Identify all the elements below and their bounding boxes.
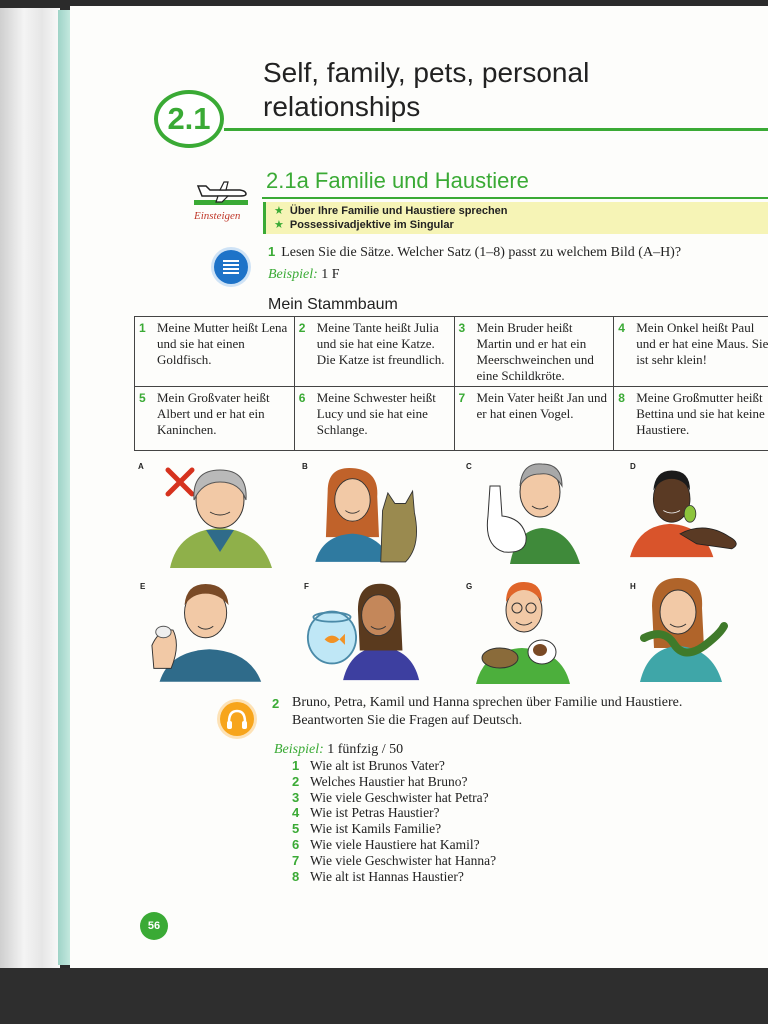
- sentence-cell: 5 Mein Großvater heißt Albert und er hat ein Kaninchen.: [135, 387, 295, 451]
- list-item: 2 Welches Haustier hat Bruno?: [292, 773, 468, 789]
- exercise-2-instruction: 2 Bruno, Petra, Kamil und Hanna sprechen über Familie und Haustiere. Beantworten Sie die Fragen auf Deutsch.: [272, 695, 683, 728]
- learning-goals-box: [263, 202, 768, 234]
- cross-icon: [168, 470, 192, 494]
- level-label: Einsteigen: [194, 210, 241, 222]
- sentence-cell: 4 Mein Onkel heißt Paul und er hat eine Maus. Sie ist sehr klein!: [614, 317, 768, 387]
- sentence-cell: 8 Meine Großmutter heißt Bettina und sie hat keine Haustiere.: [614, 387, 768, 451]
- sentence-cell: 1 Meine Mutter heißt Lena und sie hat einen Goldfisch.: [135, 317, 295, 387]
- picture-g-brother-with-pets: [470, 576, 585, 686]
- family-tree-title: Mein Stammbaum: [268, 296, 398, 313]
- star-icon: ★: [274, 219, 284, 231]
- background-surface: [0, 968, 768, 1024]
- table-row: [135, 317, 768, 387]
- picture-h-sister-with-snake: [634, 574, 749, 684]
- picture-label-h: H: [630, 582, 636, 591]
- picture-label-g: G: [466, 582, 473, 591]
- question-list: [292, 758, 496, 884]
- picture-a-grandmother: [160, 460, 275, 570]
- book-page-stack: [0, 8, 60, 968]
- picture-label-b: B: [302, 462, 308, 471]
- page-number: 56: [140, 912, 168, 940]
- picture-f-mother-with-goldfish: [306, 576, 421, 686]
- chapter-number-badge: 2.1: [154, 90, 224, 148]
- goal-item: ★ Über Ihre Familie und Haustiere sprechen: [274, 205, 508, 217]
- list-item: 4 Wie ist Petras Haustier?: [292, 805, 440, 821]
- goal-item: ★ Possessivadjektive im Singular: [274, 219, 454, 231]
- list-item: 5 Wie ist Kamils Familie?: [292, 821, 442, 837]
- headphones-icon: [220, 702, 254, 736]
- picture-label-a: A: [138, 462, 144, 471]
- chapter-rule: [224, 128, 768, 131]
- airplane-icon: [192, 172, 250, 206]
- picture-d-man-with-bird: [630, 458, 745, 568]
- list-item: 3 Wie viele Geschwister hat Petra?: [292, 789, 489, 805]
- chapter-title-line-1: Self, family, pets, personal: [263, 57, 590, 88]
- picture-e-uncle-with-mouse: [150, 576, 265, 686]
- exercise-1-example: Beispiel: 1 F: [268, 267, 340, 282]
- reading-icon: [214, 250, 248, 284]
- exercise-2-example: Beispiel: 1 fünfzig / 50: [274, 742, 404, 757]
- sentence-cell: 2 Meine Tante heißt Julia und sie hat eine Katze. Die Katze ist freundlich.: [294, 317, 454, 387]
- picture-c-grandfather-with-rabbit: [470, 456, 585, 566]
- star-icon: ★: [274, 205, 284, 217]
- sentence-cell: 7 Mein Vater heißt Jan und er hat einen Vogel.: [454, 387, 614, 451]
- chapter-title: [263, 56, 589, 124]
- picture-label-f: F: [304, 582, 309, 591]
- list-item: 8 Wie alt ist Hannas Haustier?: [292, 868, 464, 884]
- picture-label-e: E: [140, 582, 146, 591]
- picture-b-woman-with-cat: [310, 460, 425, 570]
- family-tree-table: [134, 316, 768, 451]
- table-row: [135, 387, 768, 451]
- chapter-title-line-2: relationships: [263, 91, 421, 122]
- sentence-cell: 3 Mein Bruder heißt Martin und er hat ein Meerschweinchen und eine Schildkröte.: [454, 317, 614, 387]
- exercise-1-instruction: 1 Lesen Sie die Sätze. Welcher Satz (1–8) passt zu welchem Bild (A–H)?: [268, 244, 682, 260]
- section-rule: [262, 197, 768, 199]
- list-item: 1 Wie alt ist Brunos Vater?: [292, 758, 445, 773]
- list-item: 7 Wie viele Geschwister hat Hanna?: [292, 852, 497, 868]
- picture-label-c: C: [466, 462, 472, 471]
- section-title: 2.1a Familie und Haustiere: [266, 168, 529, 193]
- picture-label-d: D: [630, 462, 636, 471]
- list-item: 6 Wie viele Haustiere hat Kamil?: [292, 836, 480, 852]
- sentence-cell: 6 Meine Schwester heißt Lucy und sie hat eine Schlange.: [294, 387, 454, 451]
